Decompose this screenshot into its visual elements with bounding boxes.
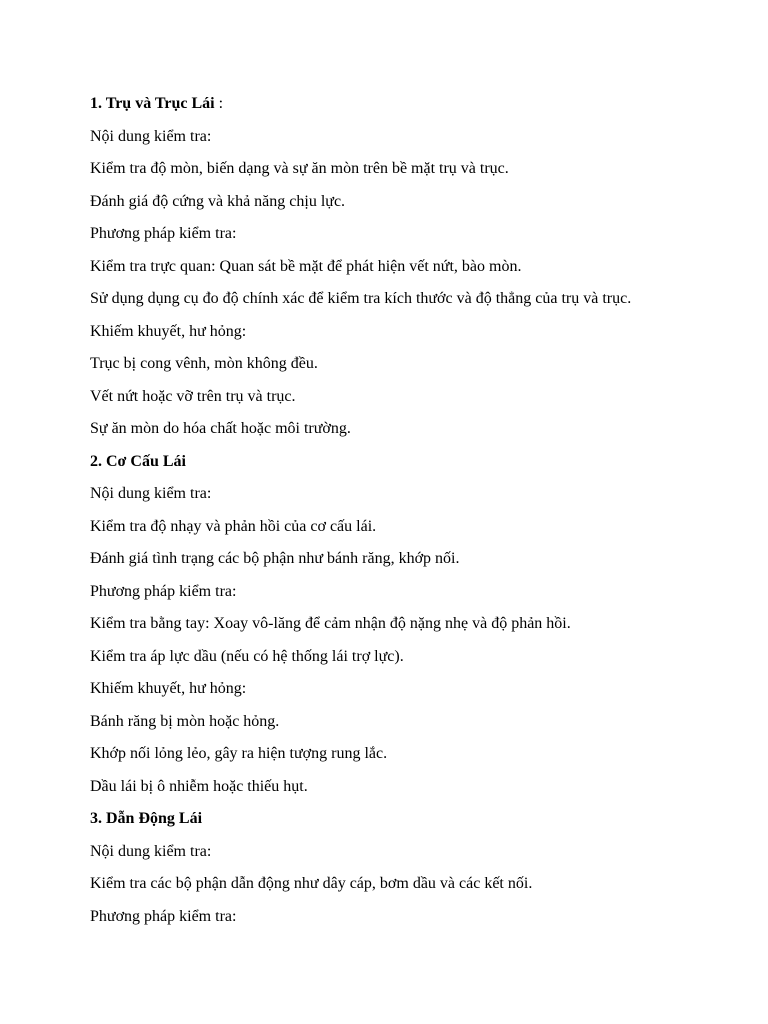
paragraph-line: Kiểm tra áp lực dầu (nếu có hệ thống lái trợ lực). <box>90 647 404 665</box>
paragraph-line: Nội dung kiểm tra: <box>90 485 212 502</box>
paragraph-line: Khiếm khuyết, hư hỏng: <box>90 680 247 697</box>
paragraph-line: Kiểm tra độ nhạy và phản hồi của cơ cấu lái. <box>90 517 377 535</box>
section-heading-title: 3. Dẫn Động Lái <box>90 810 203 827</box>
section-heading-title: 1. Trụ và Trục Lái <box>90 95 215 112</box>
section-heading <box>90 88 730 121</box>
paragraph-line: Vết nứt hoặc vỡ trên trụ và trục. <box>90 387 296 405</box>
paragraph-line: Bánh răng bị mòn hoặc hỏng. <box>90 712 280 730</box>
paragraph-line: Phương pháp kiểm tra: <box>90 907 237 925</box>
paragraph-line: Sự ăn mòn do hóa chất hoặc môi trường. <box>90 420 351 437</box>
section-heading <box>90 446 730 479</box>
paragraph-line: Nội dung kiểm tra: <box>90 842 212 860</box>
document-content <box>90 88 730 933</box>
paragraph-line: Sử dụng dụng cụ đo độ chính xác để kiểm tra kích thước và độ thẳng của trụ và trục. <box>90 290 632 307</box>
section-heading-title: 2. Cơ Cấu Lái <box>90 452 186 470</box>
paragraph-line: Khớp nối lỏng lẻo, gây ra hiện tượng rung lắc. <box>90 745 388 762</box>
paragraph-line: Kiểm tra trực quan: Quan sát bề mặt để phát hiện vết nứt, bào mòn. <box>90 257 522 275</box>
section-heading <box>90 803 730 836</box>
paragraph-line: Khiếm khuyết, hư hỏng: <box>90 322 247 340</box>
paragraph-line: Kiểm tra bằng tay: Xoay vô-lăng để cảm nhận độ nặng nhẹ và độ phản hồi. <box>90 615 571 632</box>
paragraph-line: Trục bị cong vênh, mòn không đều. <box>90 355 318 372</box>
section-heading-suffix: : <box>214 95 224 112</box>
paragraph-line: Phương pháp kiểm tra: <box>90 582 237 600</box>
paragraph-line: Nội dung kiểm tra: <box>90 127 212 145</box>
paragraph-line: Đánh giá độ cứng và khả năng chịu lực. <box>90 192 346 210</box>
paragraph-line: Kiểm tra các bộ phận dẫn động như dây cáp, bơm dầu và các kết nối. <box>90 875 533 892</box>
paragraph-line: Phương pháp kiểm tra: <box>90 225 237 242</box>
paragraph-line: Kiểm tra độ mòn, biến dạng và sự ăn mòn trên bề mặt trụ và trục. <box>90 160 509 177</box>
paragraph-line: Đánh giá tình trạng các bộ phận như bánh răng, khớp nối. <box>90 550 460 567</box>
paragraph-line: Dầu lái bị ô nhiễm hoặc thiếu hụt. <box>90 777 308 795</box>
